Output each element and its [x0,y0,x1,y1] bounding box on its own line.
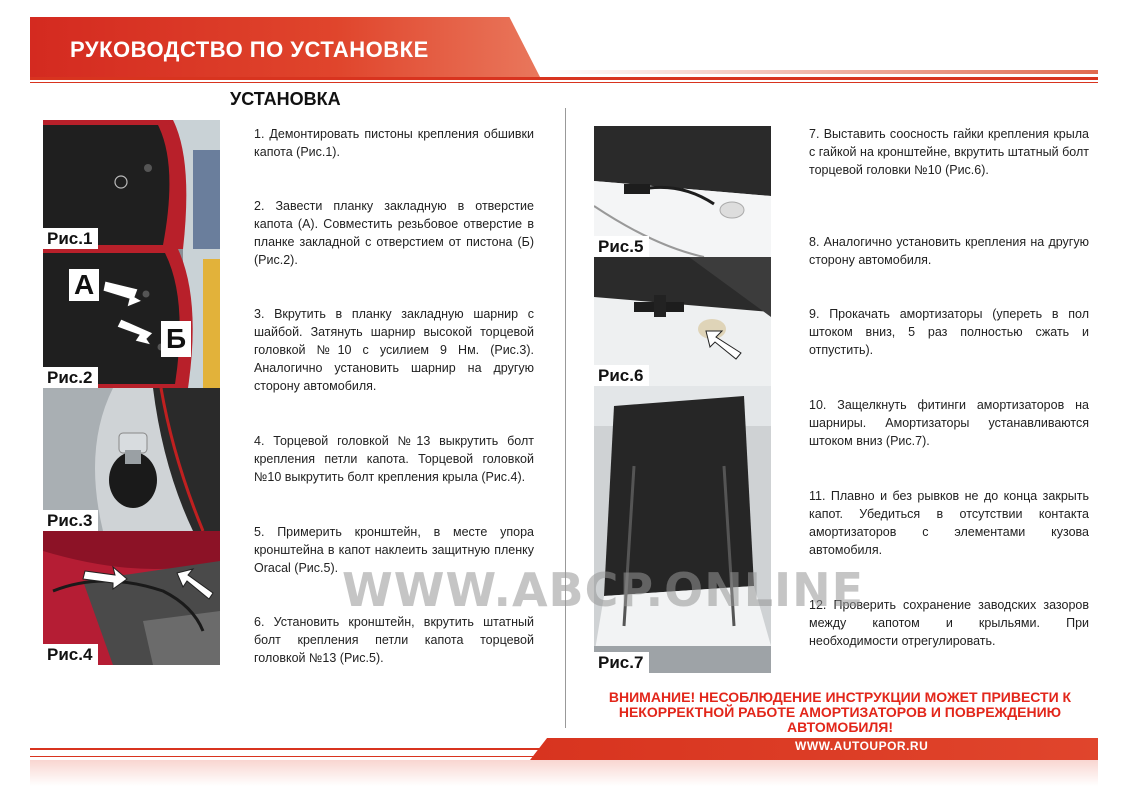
step-12: 12. Проверить сохранение заводских зазоров между капотом и крыльями. При необходимости отрегулировать. [809,598,1089,648]
step-8: 8. Аналогично установить крепления на другую сторону автомобиля. [809,235,1089,267]
figure-2-label: Рис.2 [43,367,98,388]
header-rule [30,77,1098,80]
marker-a: А [74,269,95,300]
figure-4-label: Рис.4 [43,644,98,665]
step-3: 3. Вкрутить в планку закладную шарнир с шайбой. Затянуть шарнир высокой торцевой головкой №10 с усилием 9 Нм. (Рис.3). Аналогично установить шарнир на другую сторону автомобиля. [254,307,534,393]
header-rule-thin [30,82,1098,83]
figure-6 [594,257,771,386]
marker-b: Б [166,323,187,354]
step-2: 2. Завести планку закладную в отверстие капота (А). Совместить резьбовое отверстие в планке закладной с отверстием от пистона (Б) (Рис.2). [254,199,534,267]
step-7: 7. Выставить соосность гайки крепления крыла с гайкой на кронштейне, вкрутить штатный болт торцевой головки №10 (Рис.6). [809,127,1089,177]
step-5: 5. Примерить кронштейн, в месте упора кронштейна в капот наклеить защитную пленку Oracal (Рис.5). [254,525,534,575]
footer-url: WWW.AUTOUPOR.RU [795,739,929,753]
watermark: WWW.ABCP.ONLINE [342,563,865,617]
figure-7 [594,386,771,673]
figure-7-label: Рис.7 [594,652,649,673]
step-4: 4. Торцевой головкой №13 выкрутить болт крепления петли капота. Торцевой головкой №10 выкрутить болт крепления крыла (Рис.4). [254,434,534,484]
figure-4 [43,531,220,665]
warning-text: ВНИМАНИЕ! НЕСОБЛЮДЕНИЕ ИНСТРУКЦИИ МОЖЕТ ПРИВЕСТИ К НЕКОРРЕКТНОЙ РАБОТЕ АМОРТИЗАТОРОВ И ПОВРЕЖДЕНИЮ АВТОМОБИЛЯ! [608,689,1072,735]
figure-1-label: Рис.1 [43,228,98,249]
page-title: РУКОВОДСТВО ПО УСТАНОВКЕ [70,37,429,62]
figure-3 [43,388,220,531]
figure-6-label: Рис.6 [594,365,649,386]
footer-fade [30,760,1098,786]
step-9: 9. Прокачать амортизаторы (упереть в пол штоком вниз, 5 раз полностью сжать и отпустить). [809,307,1089,357]
figure-3-label: Рис.3 [43,510,98,531]
figure-1 [43,120,220,249]
figure-2 [43,249,220,388]
header-banner [30,17,540,77]
section-title: УСТАНОВКА [230,89,341,109]
step-10: 10. Защелкнуть фитинги амортизаторов на шарниры. Амортизаторы устанавливаются штоком вниз (Рис.7). [809,398,1089,448]
step-1: 1. Демонтировать пистоны крепления обшивки капота (Рис.1). [254,127,534,159]
figure-5-label: Рис.5 [594,236,649,257]
step-6: 6. Установить кронштейн, вкрутить штатный болт крепления петли капота торцевой головкой №13 (Рис.5). [254,615,534,665]
column-divider [565,108,566,728]
figure-5 [594,126,771,257]
step-11: 11. Плавно и без рывков не до конца закрыть капот. Убедиться в отсутствии контакта амортизаторов с элементами кузова автомобиля. [809,489,1089,557]
header-stripe [545,70,1098,74]
